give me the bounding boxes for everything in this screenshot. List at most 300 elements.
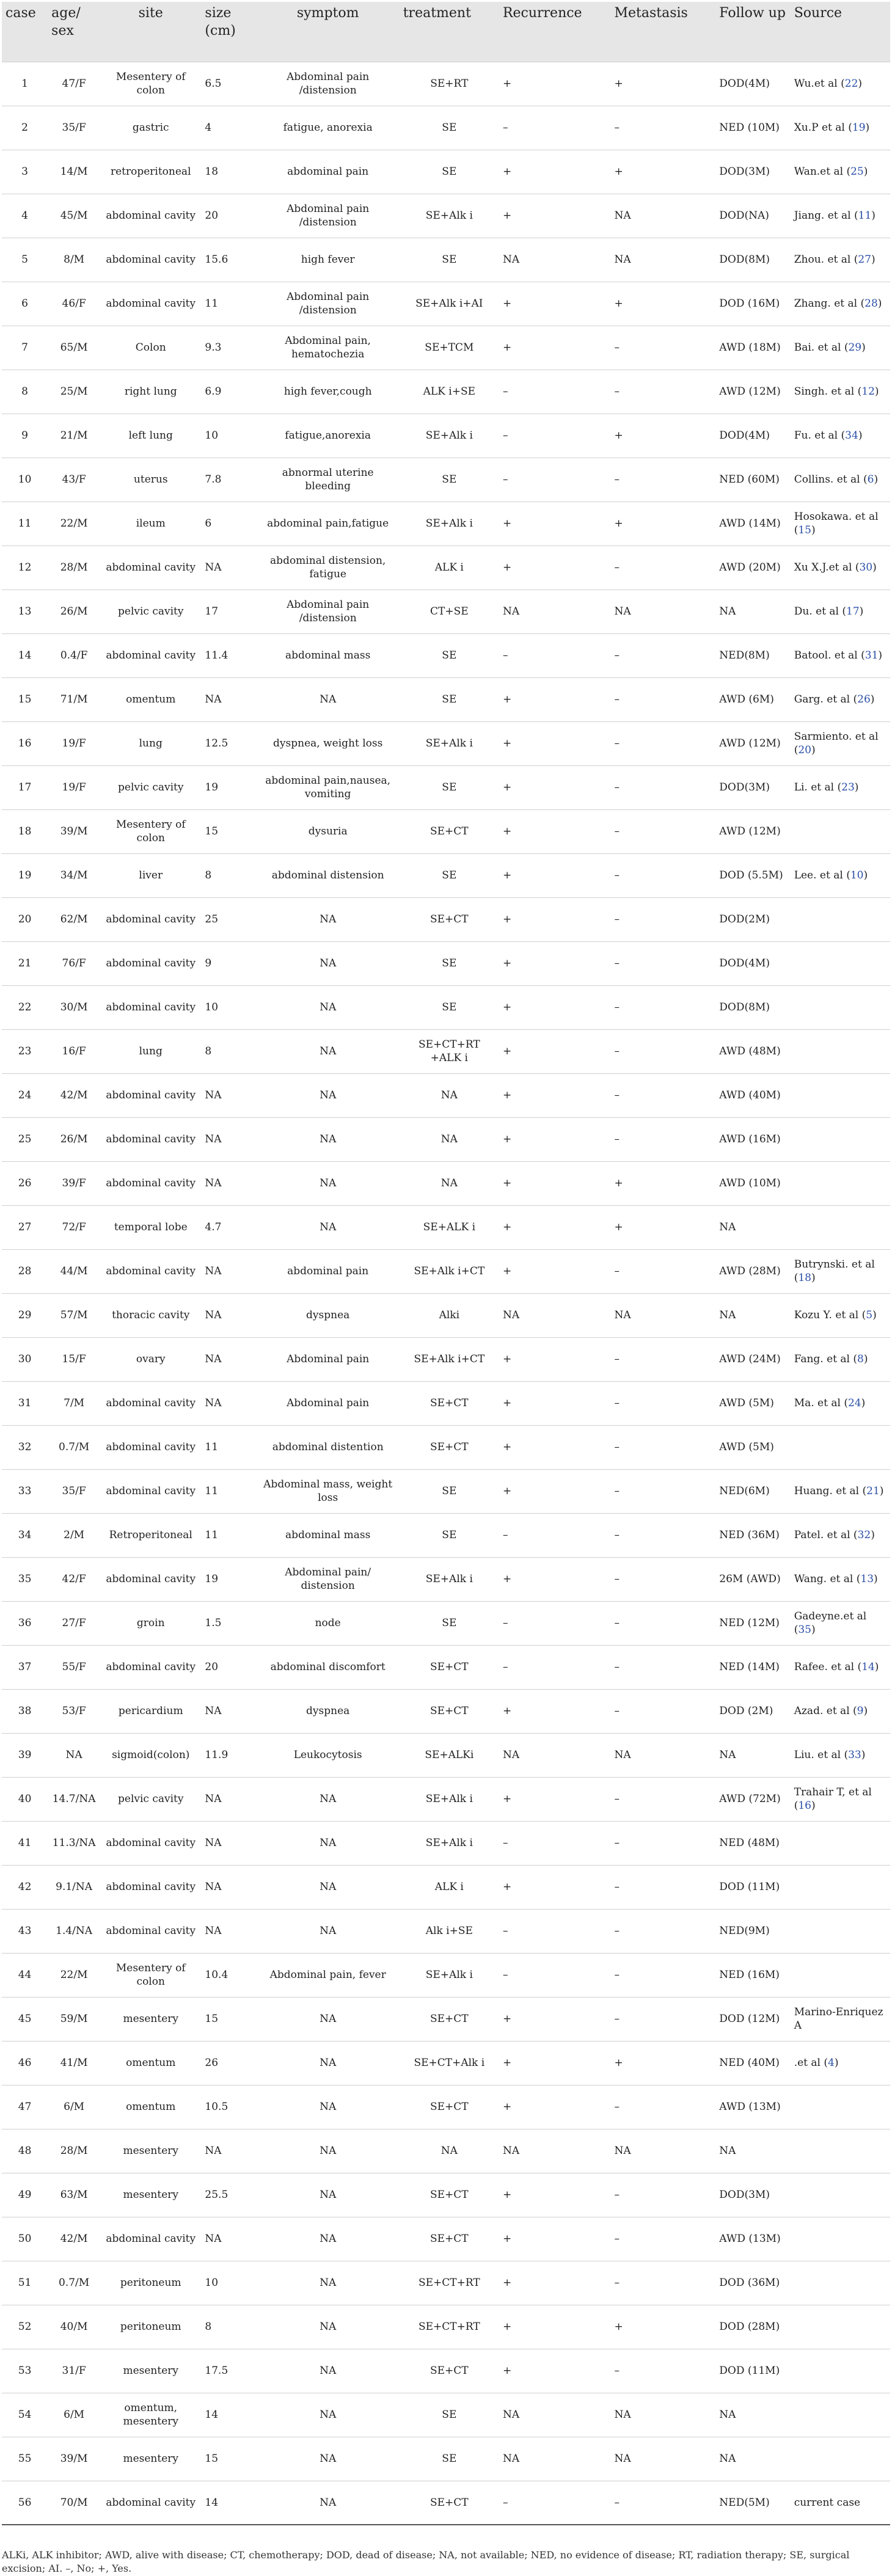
cell-follow: NA bbox=[715, 1293, 790, 1337]
cell-recurrence: + bbox=[499, 853, 611, 897]
reference-link[interactable]: 16 bbox=[798, 1800, 811, 1812]
cell-recurrence: + bbox=[499, 941, 611, 985]
cell-age: 63/M bbox=[48, 2173, 100, 2217]
cell-metastasis: – bbox=[610, 458, 715, 502]
cell-size: 4.7 bbox=[201, 1205, 256, 1249]
reference-link[interactable]: 15 bbox=[798, 524, 811, 536]
cell-case: 3 bbox=[2, 150, 48, 194]
cell-case: 24 bbox=[2, 1073, 48, 1117]
table-row bbox=[2, 1381, 890, 1425]
cell-site: Mesentery of colon bbox=[100, 1953, 201, 1997]
column-header: Follow up bbox=[719, 5, 786, 21]
table-row bbox=[2, 941, 890, 985]
cell-symptom: NA bbox=[257, 1997, 400, 2041]
source-text: Singh. et al ( bbox=[794, 385, 862, 398]
cell-metastasis: – bbox=[610, 1557, 715, 1601]
source-tail: ) bbox=[865, 121, 870, 134]
cell-follow: DOD(2M) bbox=[715, 897, 790, 941]
cell-recurrence: + bbox=[499, 897, 611, 941]
cell-source bbox=[791, 2085, 890, 2129]
cell-size: 12.5 bbox=[201, 721, 256, 765]
cell-site: Retroperitoneal bbox=[100, 1513, 201, 1557]
cell-treatment: SE+CT bbox=[400, 2349, 499, 2393]
cell-symptom: NA bbox=[257, 677, 400, 721]
cell-case: 1 bbox=[2, 62, 48, 106]
reference-link[interactable]: 33 bbox=[848, 1748, 861, 1761]
cell-symptom: abdominal discomfort bbox=[257, 1645, 400, 1689]
cell-treatment: SE+CT bbox=[400, 2217, 499, 2261]
reference-link[interactable]: 8 bbox=[857, 1352, 864, 1365]
cell-site: abdominal cavity bbox=[100, 1381, 201, 1425]
cell-symptom: abdominal distension bbox=[257, 853, 400, 897]
cell-age: 42/M bbox=[48, 1073, 100, 1117]
cell-site: Colon bbox=[100, 326, 201, 370]
cell-source bbox=[791, 2305, 890, 2349]
cell-recurrence: + bbox=[499, 1381, 611, 1425]
source-text: .et al ( bbox=[794, 2056, 828, 2069]
cell-case: 18 bbox=[2, 809, 48, 853]
cell-follow: DOD(8M) bbox=[715, 238, 790, 282]
cell-symptom: NA bbox=[257, 2217, 400, 2261]
reference-link[interactable]: 35 bbox=[798, 1624, 811, 1636]
cell-treatment: SE+CT bbox=[400, 2085, 499, 2129]
reference-link[interactable]: 21 bbox=[866, 1484, 880, 1497]
cell-case: 17 bbox=[2, 765, 48, 809]
cell-symptom: NA bbox=[257, 2437, 400, 2481]
reference-link[interactable]: 11 bbox=[858, 209, 872, 222]
cell-size: 17 bbox=[201, 589, 256, 633]
cell-treatment: SE+CT bbox=[400, 1689, 499, 1733]
cell-symptom: dysuria bbox=[257, 809, 400, 853]
reference-link[interactable]: 12 bbox=[861, 385, 875, 398]
table-row bbox=[2, 1161, 890, 1205]
cell-site: abdominal cavity bbox=[100, 1557, 201, 1601]
reference-link[interactable]: 4 bbox=[828, 2056, 835, 2069]
cell-site: omentum bbox=[100, 2085, 201, 2129]
cell-source bbox=[791, 1689, 890, 1733]
cell-source bbox=[791, 370, 890, 414]
cell-follow: AWD (72M) bbox=[715, 1777, 790, 1821]
cell-site: pelvic cavity bbox=[100, 765, 201, 809]
cell-size: 4 bbox=[201, 106, 256, 150]
reference-link[interactable]: 19 bbox=[852, 121, 866, 134]
reference-link[interactable]: 13 bbox=[860, 1572, 874, 1585]
table-row bbox=[2, 765, 890, 809]
cell-size: 17.5 bbox=[201, 2349, 256, 2393]
cell-size: NA bbox=[201, 1073, 256, 1117]
cell-case: 9 bbox=[2, 414, 48, 458]
source-tail: ) bbox=[874, 1572, 878, 1585]
cell-metastasis: + bbox=[610, 150, 715, 194]
cell-follow: DOD (5.5M) bbox=[715, 853, 790, 897]
cell-follow: DOD(3M) bbox=[715, 150, 790, 194]
cell-size: 14 bbox=[201, 2481, 256, 2525]
cell-metastasis: + bbox=[610, 2041, 715, 2085]
cell-recurrence: + bbox=[499, 326, 611, 370]
cell-site: temporal lobe bbox=[100, 1205, 201, 1249]
reference-link[interactable]: 18 bbox=[798, 1272, 811, 1284]
cell-source bbox=[791, 1073, 890, 1117]
cell-follow: NA bbox=[715, 2393, 790, 2437]
cell-follow: NED(8M) bbox=[715, 633, 790, 677]
source-text: Xu.P et al ( bbox=[794, 121, 852, 134]
cell-metastasis: – bbox=[610, 809, 715, 853]
reference-link[interactable]: 30 bbox=[859, 561, 873, 574]
cell-symptom: Abdominal mass, weight loss bbox=[257, 1469, 400, 1513]
cell-recurrence: + bbox=[499, 1557, 611, 1601]
cell-recurrence: + bbox=[499, 1337, 611, 1381]
cell-recurrence: – bbox=[499, 1953, 611, 1997]
cell-treatment: SE bbox=[400, 853, 499, 897]
cell-source bbox=[791, 1205, 890, 1249]
source-text: Zhang. et al ( bbox=[794, 297, 865, 310]
reference-link[interactable]: 22 bbox=[844, 77, 858, 90]
source-text: current case bbox=[794, 2496, 861, 2509]
cell-age: 21/M bbox=[48, 414, 100, 458]
cell-site: mesentery bbox=[100, 1997, 201, 2041]
source-text: Azad. et al ( bbox=[794, 1704, 857, 1717]
cell-follow: DOD(4M) bbox=[715, 62, 790, 106]
source-tail: ) bbox=[874, 385, 879, 398]
cell-site: groin bbox=[100, 1601, 201, 1645]
cell-case: 56 bbox=[2, 2481, 48, 2525]
cell-case: 19 bbox=[2, 853, 48, 897]
cell-metastasis: + bbox=[610, 414, 715, 458]
cell-treatment: SE+CT bbox=[400, 2173, 499, 2217]
cell-age: 28/M bbox=[48, 2129, 100, 2173]
cell-metastasis: – bbox=[610, 1601, 715, 1645]
cell-metastasis: – bbox=[610, 2217, 715, 2261]
cell-case: 7 bbox=[2, 326, 48, 370]
cell-follow: DOD(3M) bbox=[715, 2173, 790, 2217]
cell-recurrence: + bbox=[499, 2041, 611, 2085]
cell-case: 26 bbox=[2, 1161, 48, 1205]
cell-metastasis: – bbox=[610, 1645, 715, 1689]
cell-metastasis: – bbox=[610, 1953, 715, 1997]
table-row bbox=[2, 282, 890, 326]
cell-source bbox=[791, 282, 890, 326]
cell-age: 26/M bbox=[48, 1117, 100, 1161]
cell-size: 6.9 bbox=[201, 370, 256, 414]
cell-metastasis: – bbox=[610, 765, 715, 809]
cell-source bbox=[791, 1953, 890, 1997]
cell-age: 15/F bbox=[48, 1337, 100, 1381]
cell-follow: DOD (11M) bbox=[715, 1865, 790, 1909]
cell-source bbox=[791, 414, 890, 458]
cell-treatment: SE+Alk i bbox=[400, 502, 499, 545]
cell-age: 9.1/NA bbox=[48, 1865, 100, 1909]
cell-recurrence: + bbox=[499, 1161, 611, 1205]
cell-size: NA bbox=[201, 2217, 256, 2261]
cell-metastasis: – bbox=[610, 2481, 715, 2525]
cell-treatment: ALK i+SE bbox=[400, 370, 499, 414]
cell-site: mesentery bbox=[100, 2129, 201, 2173]
cell-treatment: ALK i bbox=[400, 545, 499, 589]
cell-treatment: SE+Alk i+CT bbox=[400, 1337, 499, 1381]
cell-size: 18 bbox=[201, 150, 256, 194]
reference-link[interactable]: 17 bbox=[846, 605, 860, 618]
cell-symptom: high fever,cough bbox=[257, 370, 400, 414]
reference-link[interactable]: 32 bbox=[857, 1528, 871, 1541]
cell-age: 35/F bbox=[48, 106, 100, 150]
cell-site: abdominal cavity bbox=[100, 1161, 201, 1205]
cell-symptom: NA bbox=[257, 1073, 400, 1117]
cell-case: 31 bbox=[2, 1381, 48, 1425]
table-row bbox=[2, 502, 890, 545]
cell-metastasis: NA bbox=[610, 238, 715, 282]
source-tail: ) bbox=[877, 297, 882, 310]
cell-metastasis: + bbox=[610, 1161, 715, 1205]
source-text: Wan.et al ( bbox=[794, 165, 851, 178]
cell-follow: DOD(4M) bbox=[715, 941, 790, 985]
cell-symptom: fatigue,anorexia bbox=[257, 414, 400, 458]
table-row bbox=[2, 2041, 890, 2085]
cell-source bbox=[791, 2217, 890, 2261]
reference-link[interactable]: 5 bbox=[866, 1308, 873, 1321]
cell-recurrence: + bbox=[499, 194, 611, 238]
cell-metastasis: – bbox=[610, 1513, 715, 1557]
column-header: Metastasis bbox=[614, 5, 688, 21]
cell-site: abdominal cavity bbox=[100, 1249, 201, 1293]
cell-follow: NED (12M) bbox=[715, 1601, 790, 1645]
cell-source bbox=[791, 2261, 890, 2305]
reference-link[interactable]: 31 bbox=[865, 649, 879, 662]
cell-size: 11.4 bbox=[201, 633, 256, 677]
cell-source bbox=[791, 2041, 890, 2085]
cell-site: mesentery bbox=[100, 2437, 201, 2481]
cell-case: 27 bbox=[2, 1205, 48, 1249]
cell-follow: AWD (28M) bbox=[715, 1249, 790, 1293]
cell-site: abdominal cavity bbox=[100, 1821, 201, 1865]
column-header: Recurrence bbox=[502, 5, 582, 21]
cell-treatment: SE+Alk i bbox=[400, 1953, 499, 1997]
cell-recurrence: – bbox=[499, 1645, 611, 1689]
cell-symptom: abdominal distention bbox=[257, 1425, 400, 1469]
cell-source bbox=[791, 941, 890, 985]
cell-follow: DOD (28M) bbox=[715, 2305, 790, 2349]
cell-treatment: SE bbox=[400, 150, 499, 194]
cell-size: 6.5 bbox=[201, 62, 256, 106]
cell-treatment: NA bbox=[400, 1161, 499, 1205]
cell-recurrence: + bbox=[499, 502, 611, 545]
cell-case: 14 bbox=[2, 633, 48, 677]
table-header bbox=[2, 2, 890, 62]
cell-metastasis: – bbox=[610, 1865, 715, 1909]
cell-site: abdominal cavity bbox=[100, 2481, 201, 2525]
cell-recurrence: + bbox=[499, 1117, 611, 1161]
cell-case: 49 bbox=[2, 2173, 48, 2217]
cell-treatment: SE bbox=[400, 2393, 499, 2437]
cell-treatment: SE+ALK i bbox=[400, 1205, 499, 1249]
cell-treatment: SE bbox=[400, 677, 499, 721]
cell-site: omentum, mesentery bbox=[100, 2393, 201, 2437]
cell-size: 10 bbox=[201, 414, 256, 458]
cell-follow: AWD (10M) bbox=[715, 1161, 790, 1205]
cell-treatment: SE+Alk i+AI bbox=[400, 282, 499, 326]
cell-metastasis: NA bbox=[610, 589, 715, 633]
cell-treatment: SE+CT bbox=[400, 809, 499, 853]
reference-link[interactable]: 6 bbox=[867, 473, 874, 486]
table-row bbox=[2, 721, 890, 765]
cell-size: NA bbox=[201, 1865, 256, 1909]
cell-case: 51 bbox=[2, 2261, 48, 2305]
cell-site: peritoneum bbox=[100, 2305, 201, 2349]
cell-size: NA bbox=[201, 1777, 256, 1821]
cell-recurrence: + bbox=[499, 2085, 611, 2129]
cell-metastasis: + bbox=[610, 282, 715, 326]
cell-size: 20 bbox=[201, 1645, 256, 1689]
cell-symptom: Abdominal pain, hematochezia bbox=[257, 326, 400, 370]
cell-site: mesentery bbox=[100, 2173, 201, 2217]
reference-link[interactable]: 25 bbox=[850, 165, 864, 178]
source-tail: ) bbox=[872, 1308, 877, 1321]
cell-age: 0.7/M bbox=[48, 2261, 100, 2305]
reference-link[interactable]: 14 bbox=[861, 1660, 875, 1673]
cell-age: 14.7/NA bbox=[48, 1777, 100, 1821]
cell-follow: AWD (14M) bbox=[715, 502, 790, 545]
cell-size: 6 bbox=[201, 502, 256, 545]
cell-source bbox=[791, 2129, 890, 2173]
cell-recurrence: + bbox=[499, 1073, 611, 1117]
cell-symptom: Abdominal pain bbox=[257, 1337, 400, 1381]
source-text: Liu. et al ( bbox=[794, 1748, 849, 1761]
cell-site: uterus bbox=[100, 458, 201, 502]
cell-follow: DOD (12M) bbox=[715, 1997, 790, 2041]
reference-link[interactable]: 27 bbox=[858, 253, 871, 266]
reference-link[interactable]: 34 bbox=[845, 429, 858, 442]
table-row bbox=[2, 1601, 890, 1645]
reference-link[interactable]: 24 bbox=[847, 1396, 861, 1409]
cell-treatment: SE bbox=[400, 633, 499, 677]
cell-source bbox=[791, 502, 890, 545]
cell-size: 8 bbox=[201, 2305, 256, 2349]
cell-follow: DOD(8M) bbox=[715, 985, 790, 1029]
cell-case: 29 bbox=[2, 1293, 48, 1337]
column-header: symptom bbox=[296, 5, 359, 21]
cell-age: 55/F bbox=[48, 1645, 100, 1689]
source-tail: ) bbox=[854, 781, 859, 794]
cell-size: 7.8 bbox=[201, 458, 256, 502]
cell-symptom: NA bbox=[257, 2393, 400, 2437]
table-row bbox=[2, 2085, 890, 2129]
cell-source bbox=[791, 106, 890, 150]
cell-metastasis: – bbox=[610, 1469, 715, 1513]
cell-age: 57/M bbox=[48, 1293, 100, 1337]
cell-follow: DOD(4M) bbox=[715, 414, 790, 458]
cell-metastasis: – bbox=[610, 2173, 715, 2217]
cell-size: 9.3 bbox=[201, 326, 256, 370]
table-row bbox=[2, 150, 890, 194]
cell-case: 28 bbox=[2, 1249, 48, 1293]
cell-size: 10 bbox=[201, 2261, 256, 2305]
cell-recurrence: + bbox=[499, 677, 611, 721]
cell-follow: DOD (11M) bbox=[715, 2349, 790, 2393]
cell-case: 16 bbox=[2, 721, 48, 765]
cell-site: ovary bbox=[100, 1337, 201, 1381]
cell-size: 11.9 bbox=[201, 1733, 256, 1777]
cell-size: NA bbox=[201, 1821, 256, 1865]
cell-source bbox=[791, 1997, 890, 2041]
reference-link[interactable]: 28 bbox=[865, 297, 878, 310]
cell-size: 20 bbox=[201, 194, 256, 238]
cell-size: NA bbox=[201, 677, 256, 721]
cell-site: right lung bbox=[100, 370, 201, 414]
cell-treatment: SE+CT bbox=[400, 1997, 499, 2041]
case-table bbox=[2, 2, 890, 2525]
table-row bbox=[2, 106, 890, 150]
cell-size: NA bbox=[201, 1249, 256, 1293]
table-row bbox=[2, 809, 890, 853]
cell-treatment: SE+Alk i bbox=[400, 1821, 499, 1865]
table-row bbox=[2, 589, 890, 633]
cell-symptom: abdominal pain,fatigue bbox=[257, 502, 400, 545]
cell-follow: NED (48M) bbox=[715, 1821, 790, 1865]
cell-metastasis: – bbox=[610, 897, 715, 941]
cell-source bbox=[791, 677, 890, 721]
cell-source bbox=[791, 633, 890, 677]
cell-site: gastric bbox=[100, 106, 201, 150]
cell-symptom: Abdominal pain/ distension bbox=[257, 1557, 400, 1601]
cell-age: 0.4/F bbox=[48, 633, 100, 677]
table-row bbox=[2, 633, 890, 677]
reference-link[interactable]: 9 bbox=[857, 1704, 864, 1717]
cell-case: 6 bbox=[2, 282, 48, 326]
cell-recurrence: + bbox=[499, 765, 611, 809]
column-header: age/ sex bbox=[51, 5, 81, 39]
source-text: Fang. et al ( bbox=[794, 1352, 858, 1365]
cell-source bbox=[791, 458, 890, 502]
cell-source bbox=[791, 1909, 890, 1953]
cell-site: abdominal cavity bbox=[100, 1469, 201, 1513]
cell-site: abdominal cavity bbox=[100, 941, 201, 985]
table-row bbox=[2, 1073, 890, 1117]
cell-recurrence: + bbox=[499, 2349, 611, 2393]
source-tail: ) bbox=[863, 869, 868, 881]
reference-link[interactable]: 29 bbox=[848, 341, 862, 354]
table-row bbox=[2, 985, 890, 1029]
reference-link[interactable]: 23 bbox=[841, 781, 855, 794]
cell-symptom: high fever bbox=[257, 238, 400, 282]
cell-recurrence: + bbox=[499, 62, 611, 106]
cell-age: 16/F bbox=[48, 1029, 100, 1073]
cell-symptom: NA bbox=[257, 897, 400, 941]
source-tail: ) bbox=[872, 561, 877, 574]
cell-symptom: NA bbox=[257, 2349, 400, 2393]
cell-recurrence: – bbox=[499, 106, 611, 150]
cell-age: 42/F bbox=[48, 1557, 100, 1601]
reference-link[interactable]: 10 bbox=[850, 869, 864, 881]
table-row bbox=[2, 1029, 890, 1073]
reference-link[interactable]: 26 bbox=[857, 693, 871, 706]
cell-site: abdominal cavity bbox=[100, 985, 201, 1029]
source-text: Jiang. et al ( bbox=[794, 209, 858, 222]
cell-site: ileum bbox=[100, 502, 201, 545]
cell-treatment: NA bbox=[400, 2129, 499, 2173]
cell-recurrence: NA bbox=[499, 2393, 611, 2437]
cell-age: 11.3/NA bbox=[48, 1821, 100, 1865]
table-row bbox=[2, 1557, 890, 1601]
cell-treatment: SE bbox=[400, 458, 499, 502]
cell-follow: AWD (13M) bbox=[715, 2217, 790, 2261]
cell-symptom: NA bbox=[257, 1117, 400, 1161]
cell-case: 54 bbox=[2, 2393, 48, 2437]
table-row bbox=[2, 1513, 890, 1557]
cell-recurrence: + bbox=[499, 1777, 611, 1821]
cell-metastasis: – bbox=[610, 1821, 715, 1865]
reference-link[interactable]: 20 bbox=[798, 744, 811, 756]
cell-metastasis: + bbox=[610, 502, 715, 545]
column-header: case bbox=[5, 5, 36, 21]
